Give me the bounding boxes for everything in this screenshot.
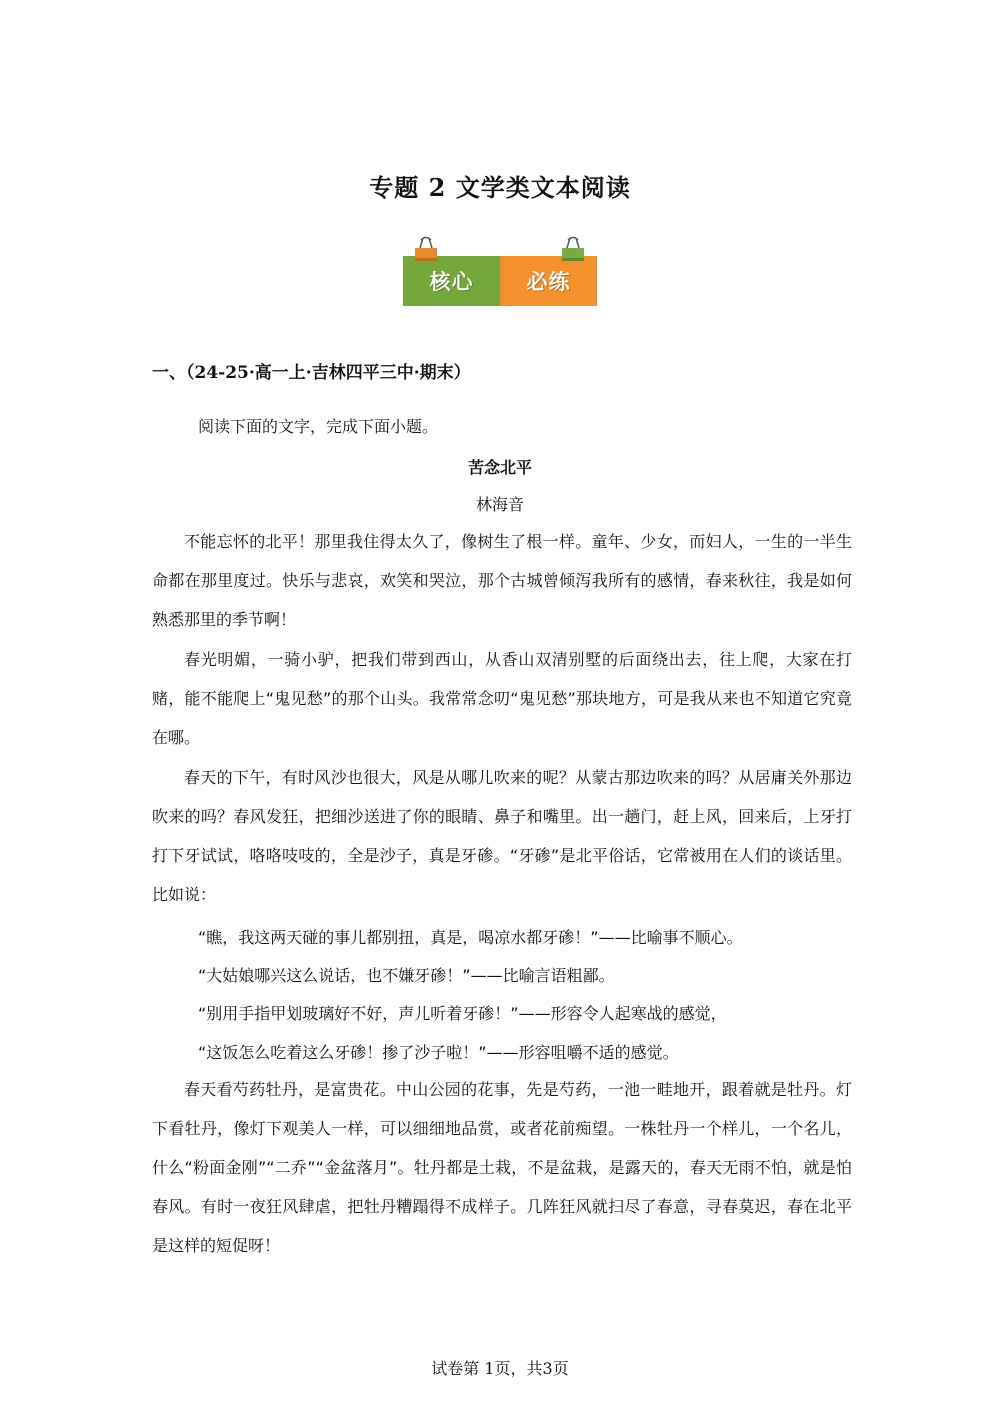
page-footer: 试卷第 1页，共3页 (431, 1359, 569, 1378)
quote-line: “瞧，我这两天碰的事儿都别扭，真是，喝凉水都牙碜！”——比喻事不顺心。 (198, 928, 743, 947)
quote-line: “别用手指甲划玻璃好不好，声儿听着牙碜！”——形容令人起寒战的感觉， (198, 1004, 727, 1023)
article-paragraph: 春天看芍药牡丹，是富贵花。中山公园的花事，先是芍药，一池一畦地开，跟着就是牡丹。灯下看牡丹，像灯下观美人一样，可以细细地品赏，或者花前痴望。一株牡丹一个样儿，一个名儿，什么“粉面金刚”“二乔”“金盆落月”。牡丹都是土栽，不是盆栽，是露天的，春天无雨不怕，就是怕春风。有时一夜狂风肆虐，把牡丹糟蹋得不成样子。几阵狂风就扫尽了春意，寻春莫迟，春在北平是这样的短促呀！ (152, 1080, 852, 1255)
page-title: 专题 2 文学类文本阅读 (369, 173, 631, 202)
binder-clip-icon (413, 236, 439, 264)
banner-left-label: 核心 (429, 270, 474, 294)
article-title: 苦念北平 (467, 458, 532, 477)
question-section-heading: 一、（24-25·高一上·吉林四平三中·期末） (152, 363, 471, 383)
quote-line: “这饭怎么吃着这么牙碜！掺了沙子啦！”——形容咀嚼不适的感觉。 (198, 1043, 679, 1062)
article-paragraph: 春天的下午，有时风沙也很大，风是从哪儿吹来的呢？从蒙古那边吹来的吗？从居庸关外那边吹来的吗？春风发狂，把细沙送进了你的眼睛、鼻子和嘴里。出一趟门，赶上风，回来后，上牙打打下牙试试，咯咯吱吱的，全是沙子，真是牙碜。“牙碜”是北平俗话，它常被用在人们的谈话里。比如说： (152, 768, 852, 904)
binder-clip-icon (560, 236, 586, 264)
core-practice-banner (403, 236, 597, 308)
quote-line: “大姑娘哪兴这么说话，也不嫌牙碜！”——比喻言语粗鄙。 (198, 966, 615, 985)
article-paragraph: 不能忘怀的北平！那里我住得太久了，像树生了根一样。童年、少女，而妇人，一生的一半生命都在那里度过。快乐与悲哀，欢笑和哭泣，那个古城曾倾泻我所有的感情，春来秋往，我是如何熟悉那里的季节啊！ (152, 532, 852, 629)
banner-right-label: 必练 (526, 270, 571, 294)
reading-instruction: 阅读下面的文字，完成下面小题。 (198, 417, 439, 436)
article-author: 林海音 (475, 495, 524, 514)
article-paragraph: 春光明媚，一骑小驴，把我们带到西山，从香山双清别墅的后面绕出去，往上爬，大家在打赌，能不能爬上“鬼见愁”的那个山头。我常常念叨“鬼见愁”那块地方，可是我从来也不知道它究竟在哪。 (152, 650, 852, 747)
